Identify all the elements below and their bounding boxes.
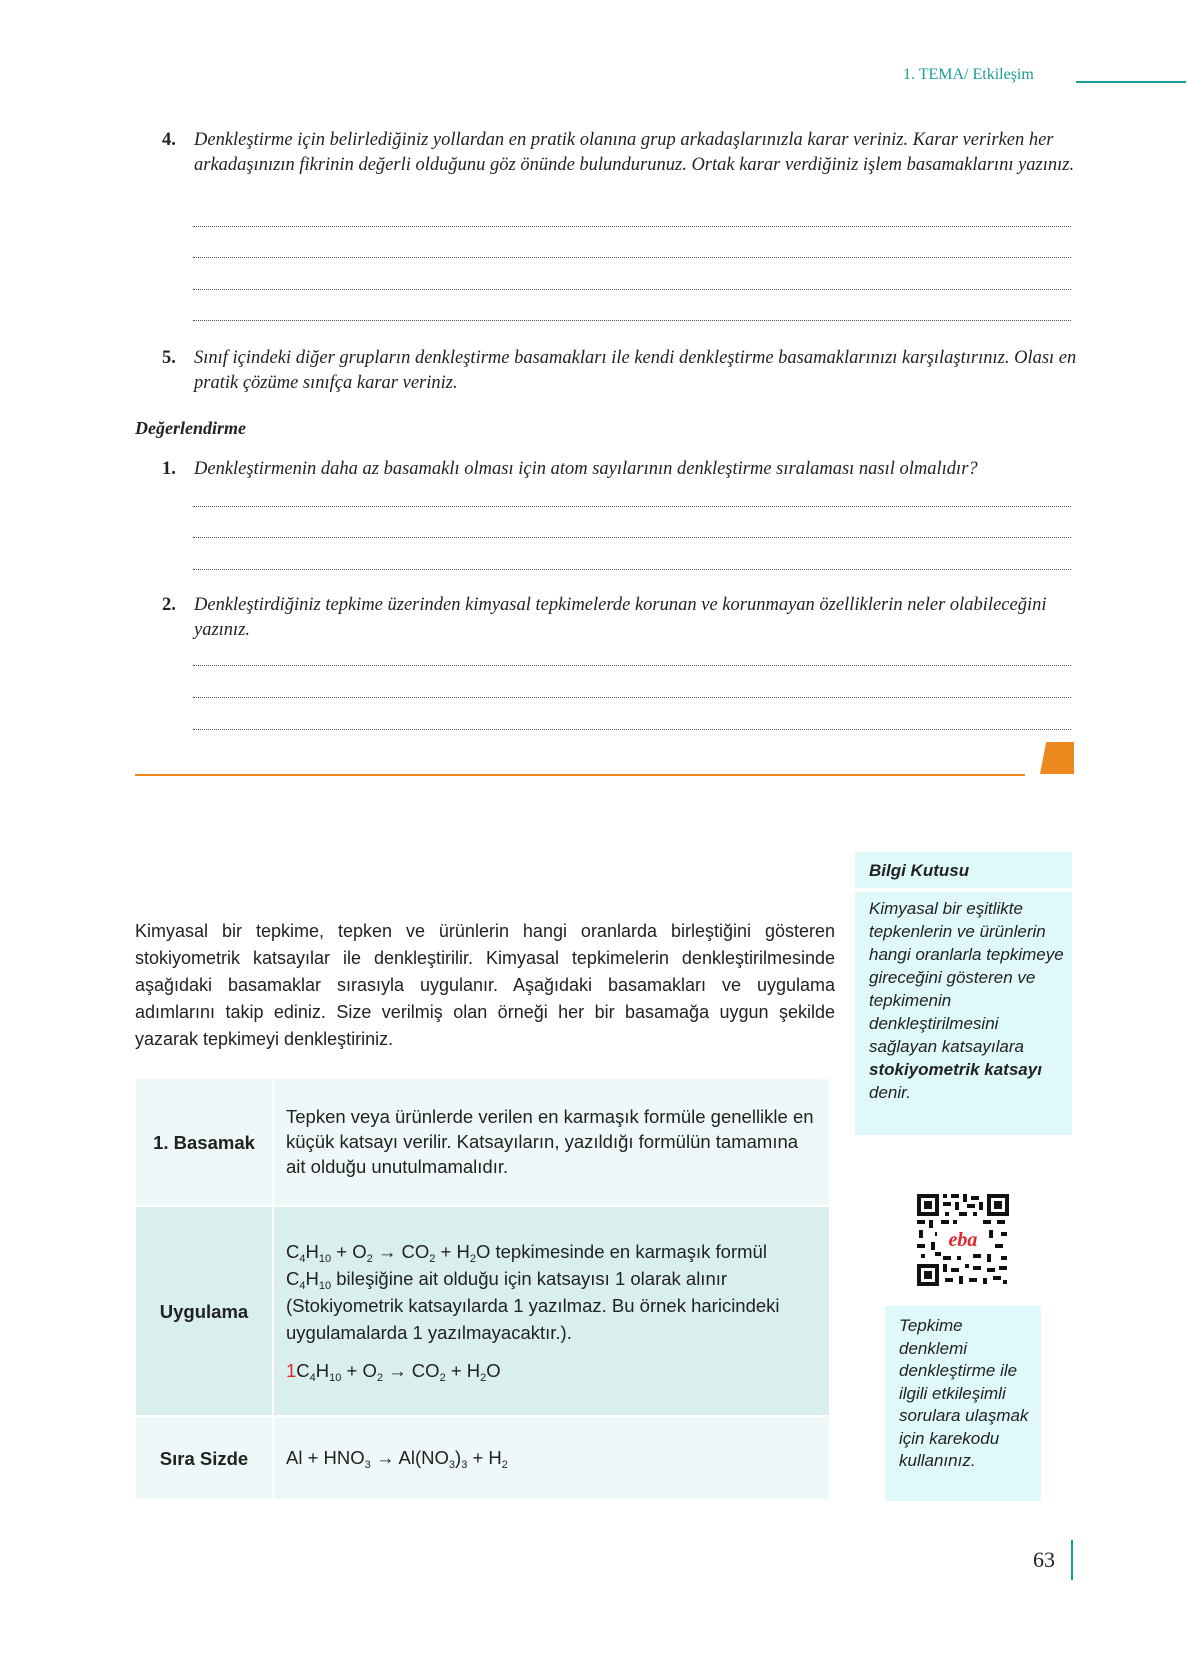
section-tab-marker [1040, 742, 1074, 774]
section-divider [135, 774, 1025, 776]
coefficient: 1 [286, 1359, 297, 1381]
answer-line[interactable] [193, 289, 1071, 290]
info-text-bold: stokiyometrik katsayı [869, 1060, 1042, 1079]
table-row [135, 1206, 830, 1416]
info-box-text [869, 897, 1069, 1104]
info-text-before: Kimyasal bir eşitlikte tepkenlerin ve ürünlerin hangi oranlarla tepkimeye gireceğini gösteren ve tepkimenin denkleştirilmesini sağlayan katsayılara [869, 899, 1064, 1056]
application-equation: $1C_4H_{10} + O_2 \to CO_2 + H_2O$ [286, 1359, 501, 1384]
answer-line[interactable] [193, 226, 1071, 227]
qr-code-icon[interactable] [913, 1190, 1013, 1290]
question-number: 4. [162, 130, 176, 150]
your-turn-label: Sıra Sizde [135, 1416, 273, 1500]
info-text-after: denir. [869, 1083, 911, 1102]
answer-line[interactable] [193, 569, 1071, 570]
info-box-title: Bilgi Kutusu [869, 861, 970, 880]
application-content [273, 1206, 830, 1416]
qr-note-text: Tepkime denklemi denkleştirme ile ilgili etkileşimli sorulara ulaşmak için karekodu kullanınız. [899, 1316, 1029, 1470]
page-number: 63 [1033, 1547, 1055, 1572]
step-text: Tepken veya ürünlerde verilen en karmaşık formüle genellikle en küçük katsayı verilir. Katsayıların, yazıldığı formülün tamamına ait olduğu unutulmamalıdır. [273, 1078, 830, 1206]
question-4 [162, 128, 1082, 178]
application-text-b: bileşiğine ait olduğu için katsayısı 1 olarak alınır (Stokiyometrik katsayılarda 1 yazılmaz. Bu örnek haricindeki uygulamalarda 1 yazılmayacaktır.). [286, 1267, 780, 1343]
answer-line[interactable] [193, 257, 1071, 258]
question-text: Denkleştirdiğiniz tepkime üzerinden kimyasal tepkimelerde korunan ve korunmayan özelliklerin neler olabileceğini yazınız. [194, 595, 1047, 640]
intro-paragraph: Kimyasal bir tepkime, tepken ve ürünlerin hangi oranlarda birleştiğini gösteren stokiyometrik katsayılar ile denkleştirilir. Kimyasal tepkimelerin denkleştirilmesinde aşağıdaki basamaklar sırasıyla uygulanır. Aşağıdaki basamakları ve uygulama adımlarını takip ediniz. Size verilmiş olan örneği her bir basamağa uygun şekilde yazarak tepkimeyi denkleştiriniz. [135, 921, 835, 1049]
header-rule [1076, 81, 1186, 83]
question-5 [162, 346, 1082, 396]
step-label: 1. Basamak [135, 1078, 273, 1206]
application-text-a: tepkimesinde en karmaşık formül [495, 1240, 767, 1262]
table-row [135, 1078, 830, 1206]
question-number: 5. [162, 348, 176, 368]
info-box-header [855, 852, 1072, 888]
answer-line[interactable] [193, 729, 1071, 730]
application-text: $C_4H_{10} + O_2 \to CO_2 + H_2O$ tepkimesinde en karmaşık formül $C_4H_{10}$ bileşiğine ait olduğu için katsayısı 1 olarak alınır (Stokiyometrik katsayılarda 1 yazılmaz. Bu örnek haricindeki uygulamalarda 1 yazılmayacaktır.). [286, 1240, 780, 1343]
balancing-steps-table [134, 1077, 831, 1501]
qr-note-box [885, 1306, 1041, 1501]
answer-line[interactable] [193, 697, 1071, 698]
evaluation-item-1 [162, 457, 1082, 482]
answer-line[interactable] [193, 320, 1071, 321]
application-label: Uygulama [135, 1206, 273, 1416]
answer-line[interactable] [193, 665, 1071, 666]
theme-header: 1. TEMA/ Etkileşim [903, 66, 1034, 83]
evaluation-item-2 [162, 593, 1082, 643]
table-row [135, 1416, 830, 1500]
question-number: 1. [162, 459, 176, 479]
question-text: Denkleştirme için belirlediğiniz yollardan en pratik olanına grup arkadaşlarınızla karar veriniz. Karar verirken her arkadaşınızın fikrinin değerli olduğunu göz önünde bulundurunuz. Ortak karar verdiğiniz işlem basamaklarını yazınız. [194, 130, 1075, 175]
evaluation-title: Değerlendirme [135, 418, 246, 438]
question-number: 2. [162, 595, 176, 615]
answer-line[interactable] [193, 506, 1071, 507]
your-turn-equation: $Al + HNO_3 \to Al(NO_3)_3 + H_2$ [273, 1416, 830, 1500]
question-text: Sınıf içindeki diğer grupların denkleştirme basamakları ile kendi denkleştirme basamaklarınızı karşılaştırınız. Olası en pratik çözüme sınıfça karar veriniz. [194, 348, 1077, 393]
qr-label: eba [948, 1229, 978, 1251]
question-text: Denkleştirmenin daha az basamaklı olması için atom sayılarının denkleştirme sıralaması nasıl olmalıdır? [194, 459, 978, 479]
answer-line[interactable] [193, 537, 1071, 538]
info-box-body [855, 892, 1072, 1135]
page-number-rule [1071, 1540, 1073, 1580]
